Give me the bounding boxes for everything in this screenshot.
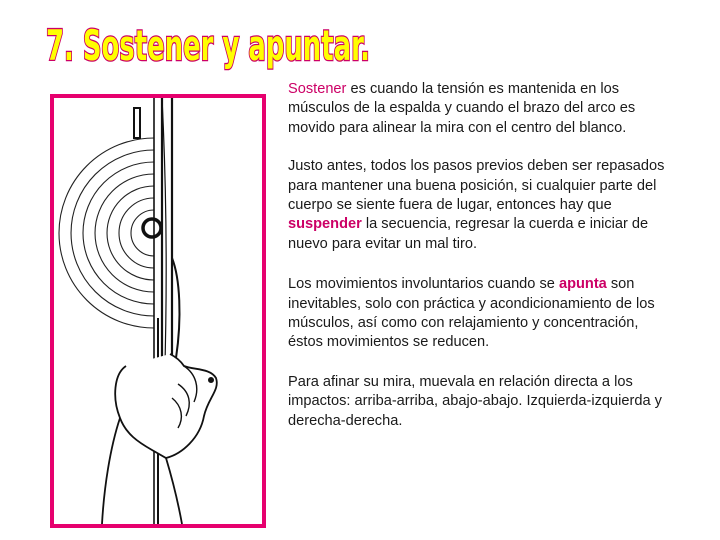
paragraph-apunta-after: son inevitables, solo con práctica y acondicionamiento de los músculos, así como con relajamiento y concentración, éstos movimientos se reducen.: [288, 276, 655, 351]
explanation-text-column: [288, 80, 668, 450]
paragraph-suspender: [288, 157, 668, 254]
bow-sight-ring: [143, 219, 161, 237]
target-ring-6: [119, 198, 154, 268]
archer-illustration-frame: [50, 94, 266, 528]
paragraph-apunta: [288, 275, 668, 353]
archer-holding-bow-aiming-at-target-icon: [54, 98, 262, 524]
archer-hand: [115, 354, 217, 458]
paragraph-afinar-mira: Para afinar su mira, muevala en relación directa a los impactos: arriba-arriba, abajo-abajo. Izquierda-izquierda y derecha-derecha.: [288, 373, 662, 429]
page-title-text: 7. Sostener y apuntar.: [46, 21, 371, 70]
paragraph-sostener-text: es cuando la tensión es mantenida en los músculos de la espalda y cuando el brazo del arco es movido para alinear la mira con el centro del blanco.: [288, 81, 636, 136]
bow-sight-bar: [134, 108, 140, 138]
paragraph-suspender-before: Justo antes, todos los pasos previos deben ser repasados para mantener una buena posición, si cualquier parte del cuerpo se siente fuera de lugar, entonces hay que: [288, 158, 665, 214]
paragraph-sostener: [288, 80, 668, 138]
paragraph-apunta-before: Los movimientos involuntarios cuando se: [288, 276, 559, 293]
term-apunta: apunta: [558, 276, 607, 293]
paragraph-suspender-after: la secuencia, regresar la cuerda e iniciar de nuevo para evitar un mal tiro.: [288, 216, 649, 252]
term-suspender: suspender: [288, 216, 362, 233]
term-sostener: Sostener: [288, 81, 347, 97]
page-title: [44, 14, 374, 70]
